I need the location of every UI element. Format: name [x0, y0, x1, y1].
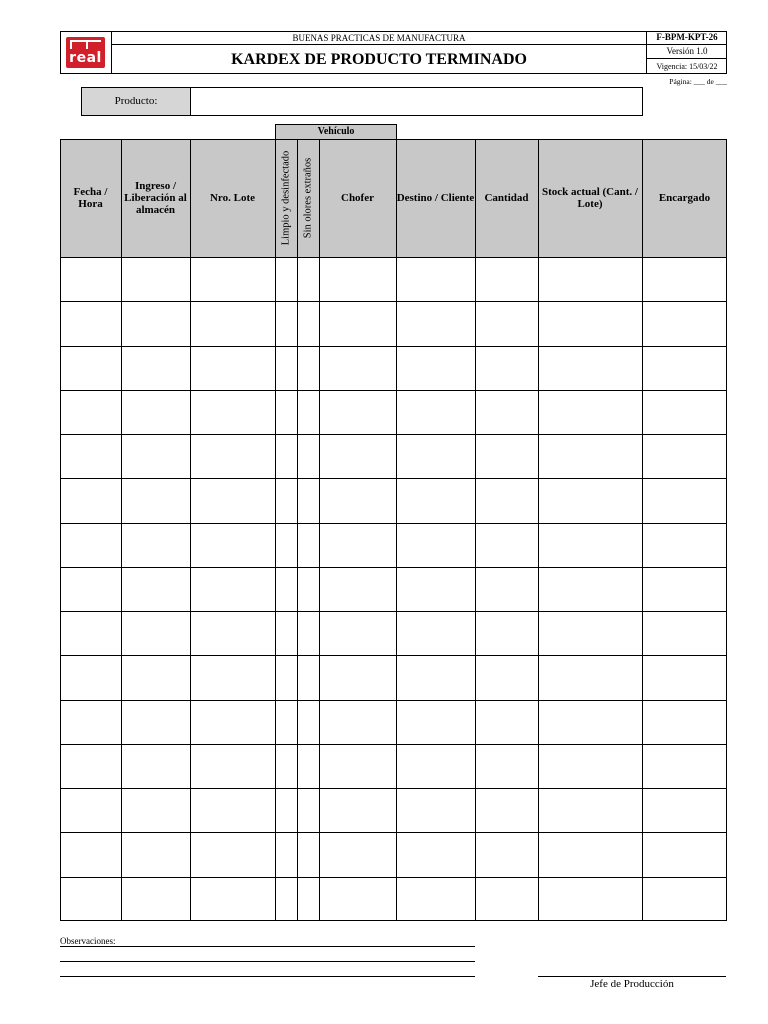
producto-label: Producto: — [81, 87, 191, 116]
form-code: F-BPM-KPT-26 — [656, 32, 718, 42]
table-row — [60, 346, 727, 347]
signature-line[interactable] — [538, 976, 726, 977]
observaciones-label: Observaciones: — [60, 936, 116, 946]
table-row — [60, 744, 727, 745]
col-limpio-label: Limpio y desinfectado — [280, 150, 292, 246]
signature-label: Jefe de Producción — [590, 978, 674, 990]
table-row — [60, 434, 727, 435]
col-destino: Destino / Cliente — [396, 192, 475, 204]
col-fecha-hora: Fecha / Hora — [73, 186, 108, 210]
table-row — [60, 877, 727, 878]
observaciones-line[interactable] — [60, 976, 475, 977]
logo-text: real — [69, 50, 102, 66]
col-chofer: Chofer — [341, 192, 374, 204]
page-number: Página: ___ de ___ — [669, 77, 727, 86]
header-subtitle: BUENAS PRACTICAS DE MANUFACTURA — [292, 33, 466, 43]
vehiculo-group-header: Vehículo — [275, 124, 397, 140]
observaciones-line[interactable] — [60, 961, 475, 962]
table-row — [60, 567, 727, 568]
col-nro-lote: Nro. Lote — [209, 192, 255, 204]
table-row — [60, 700, 727, 701]
col-encargado: Encargado — [658, 192, 711, 204]
col-ingreso: Ingreso / Liberación al almacén — [124, 180, 187, 216]
table-row — [60, 523, 727, 524]
document-title: KARDEX DE PRODUCTO TERMINADO — [231, 51, 527, 68]
table-row — [60, 301, 727, 302]
company-logo — [66, 37, 105, 68]
col-sin-olores-label: Sin olores extraños — [302, 157, 314, 239]
table-row — [60, 832, 727, 833]
form-vigencia: Vigencia: 15/03/22 — [656, 62, 718, 71]
table-row — [60, 655, 727, 656]
table-row — [60, 611, 727, 612]
table-row — [60, 478, 727, 479]
table-row — [60, 390, 727, 391]
col-limpio — [275, 139, 297, 257]
logo-mark-bar — [88, 40, 101, 42]
form-version: Versión 1.0 — [666, 46, 708, 56]
col-cantidad: Cantidad — [484, 192, 529, 204]
logo-mark — [70, 40, 88, 49]
col-sin-olores — [297, 139, 319, 257]
observaciones-line[interactable] — [60, 946, 475, 947]
col-stock: Stock actual (Cant. / Lote) — [542, 186, 638, 210]
table-row — [60, 257, 727, 258]
table-row — [60, 788, 727, 789]
